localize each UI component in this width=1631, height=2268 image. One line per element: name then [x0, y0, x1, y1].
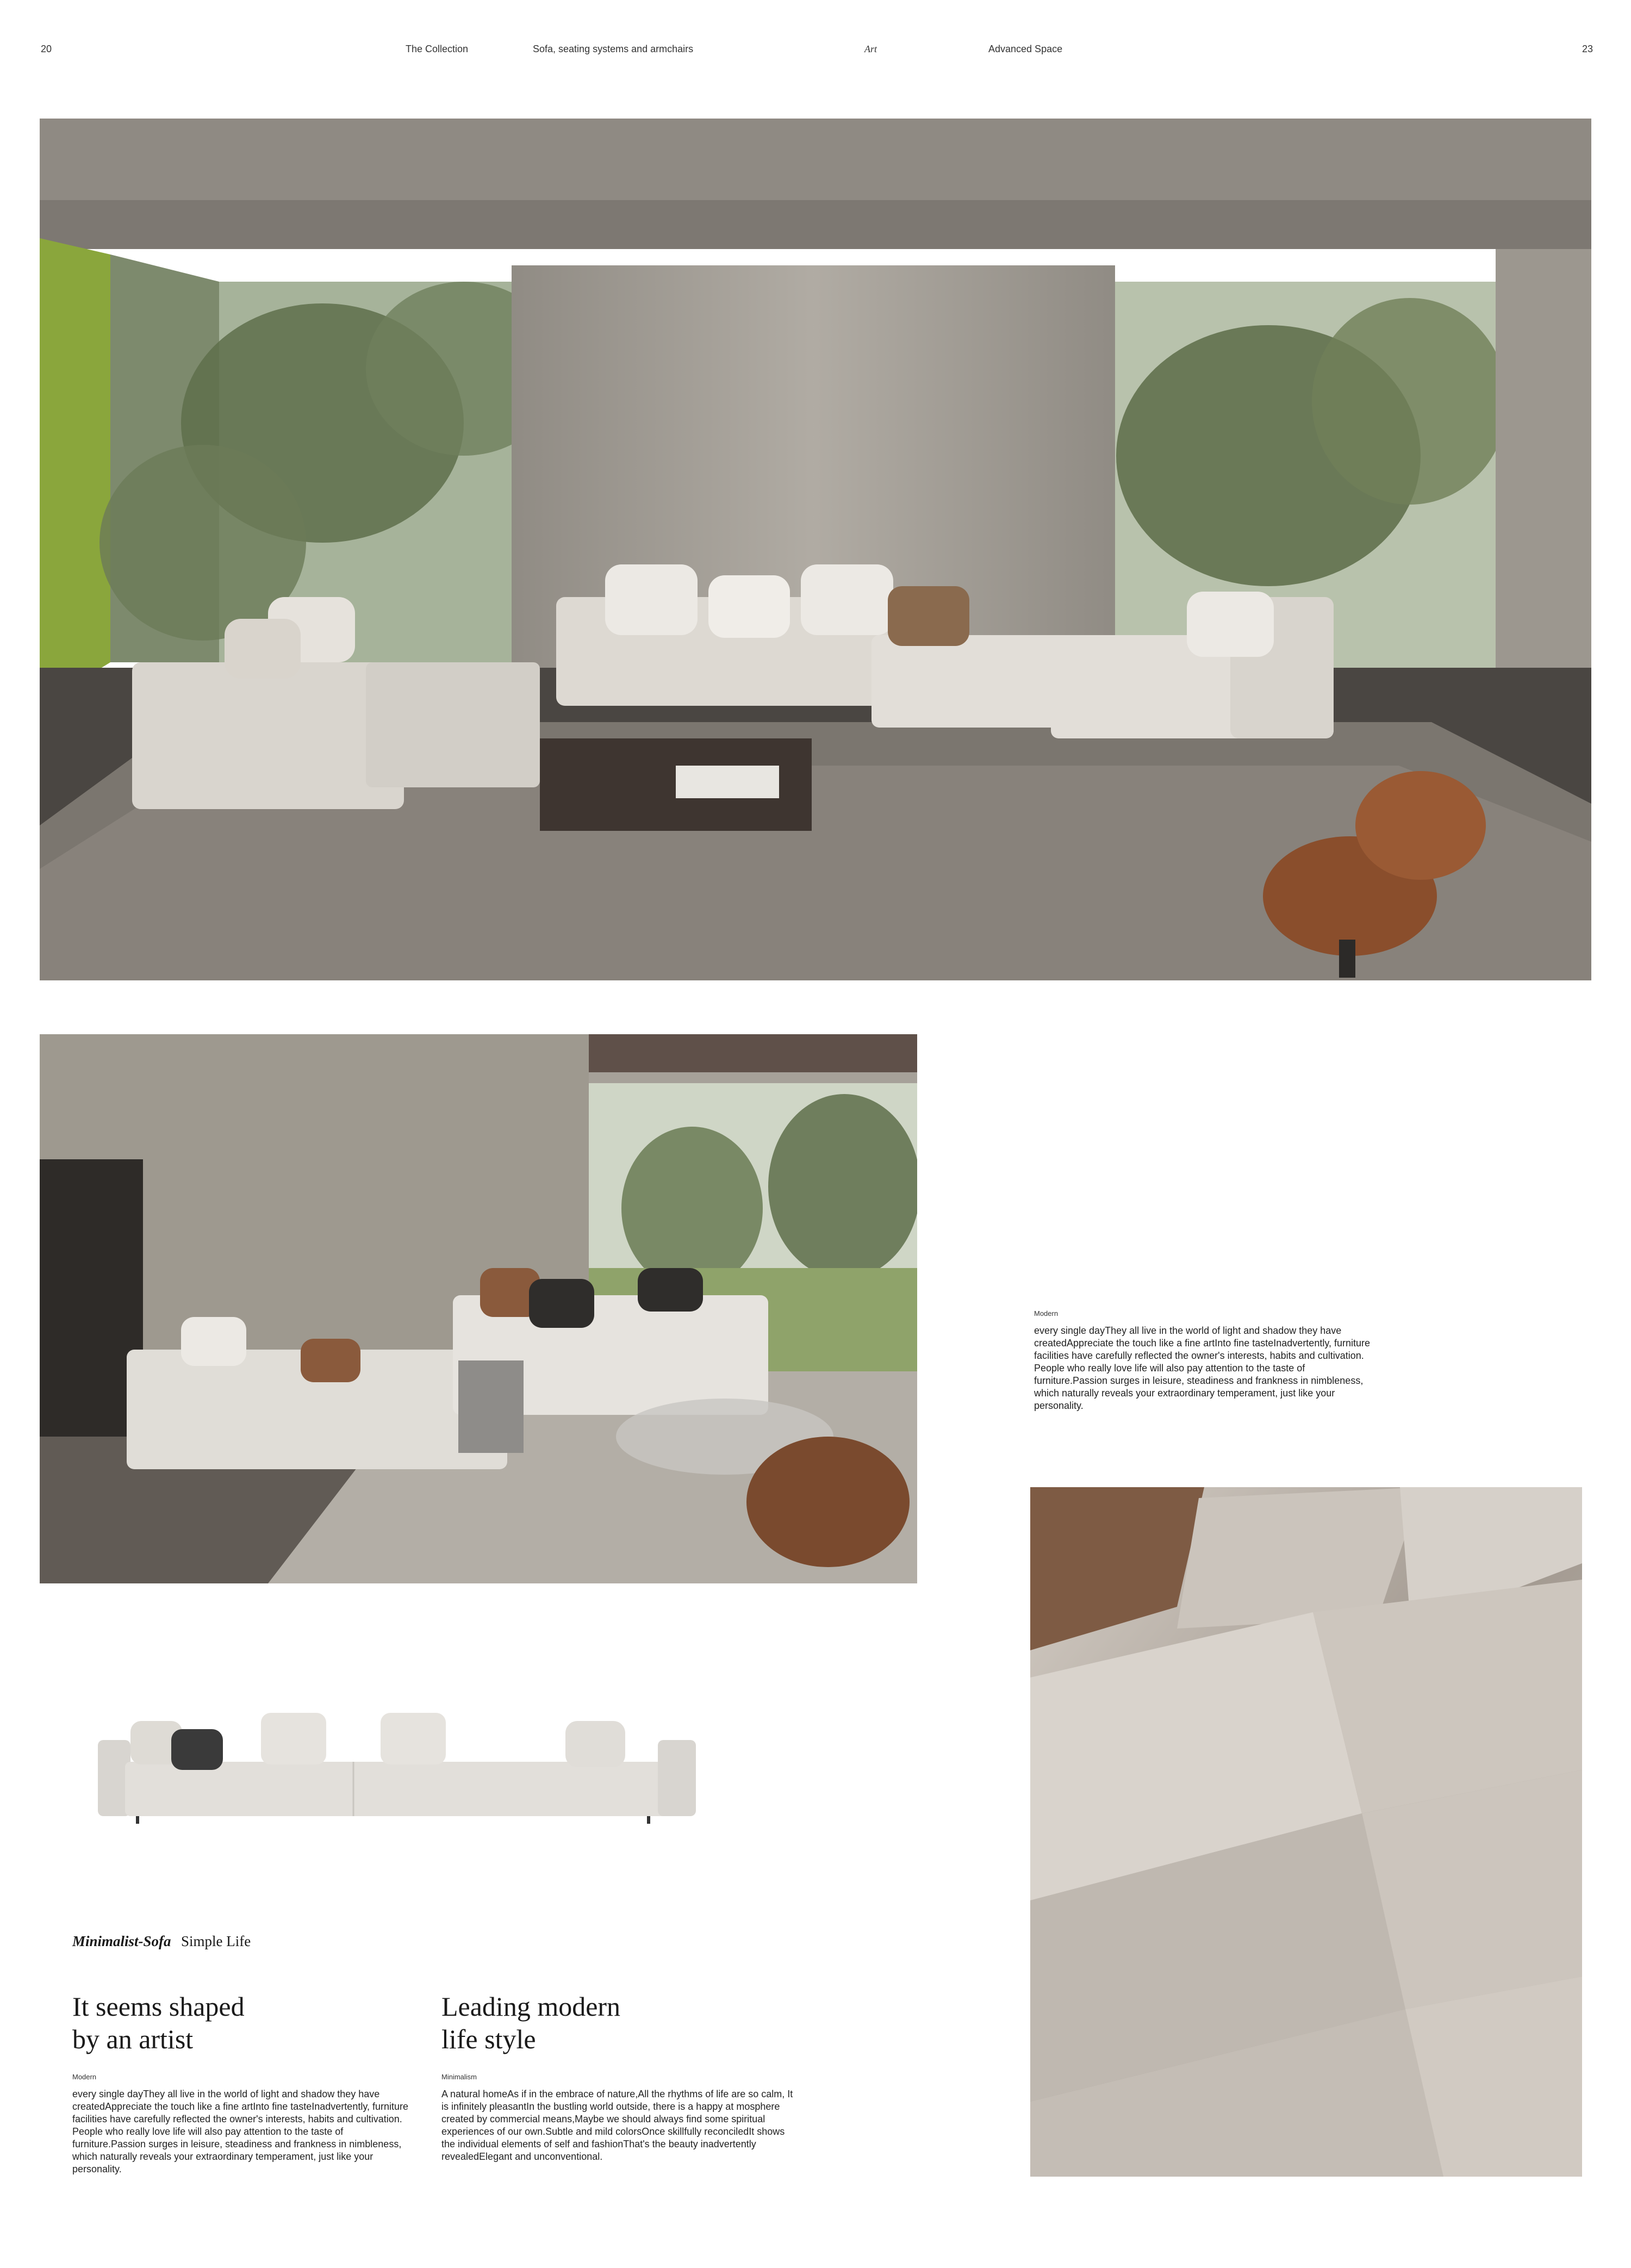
space-label: Advanced Space: [988, 44, 1063, 54]
right-heading-line1: Leading modern: [441, 1991, 621, 2022]
right-heading-line2: life style: [441, 2024, 536, 2054]
left-column-tag: Modern: [72, 2073, 97, 2081]
fabric-closeup-photo: [1030, 1487, 1582, 2177]
product-tagline: Simple Life: [181, 1933, 251, 1949]
left-heading-line2: by an artist: [72, 2024, 194, 2054]
sofa-product-image: [92, 1707, 704, 1830]
left-column-heading: [72, 1990, 245, 2055]
category-title: Sofa, seating systems and armchairs: [533, 44, 694, 54]
product-name: Minimalist-Sofa: [72, 1933, 171, 1949]
left-column-text: every single dayThey all live in the world of light and shadow they have createdAppreciate the touch like a fine artInto fine tasteInadvertently, furniture facilities have carefully reflected the owner's interests, habits and cultivation. People who really love life will also pay attention to the taste of furniture.Passion surges in leisure, steadiness and frankness in nimbleness, which naturally reveals your extraordinary temperament, just like your personality.: [72, 2089, 409, 2174]
left-heading-line1: It seems shaped: [72, 1991, 245, 2022]
living-room-garden-photo: [40, 1034, 917, 1583]
right-column-text: A natural homeAs if in the embrace of nature,All the rhythms of life are so calm, It is infinitely pleasantIn the bustling world outside, there is a happy at mosphere created by commercial means,Maybe we should always find some spiritual experiences of our own.Subtle and mild colorsOnce skillfully reconciledIt shows the individual elements of self and fashionThat's the beauty inadvertently revealedElegant and unconventional.: [441, 2089, 793, 2162]
side-block-text: every single dayThey all live in the world of light and shadow they have createdAppreciate the touch like a fine artInto fine tasteInadvertently, furniture facilities have carefully reflected the owner's interests, habits and cultivation. People who really love life will also pay attention to the taste of furniture.Passion surges in leisure, steadiness and frankness in nimbleness, which naturally reveals your extraordinary temperament, just like your personality.: [1034, 1325, 1371, 1411]
right-column-heading: [441, 1990, 620, 2055]
hero-living-room-photo: [40, 119, 1591, 980]
product-title: [72, 1933, 251, 1950]
page-number-left: 20: [41, 44, 52, 54]
art-label: Art: [864, 44, 877, 54]
right-column-tag: Minimalism: [441, 2073, 477, 2081]
side-block-tag: Modern: [1034, 1309, 1059, 1318]
section-title: The Collection: [406, 44, 469, 54]
page-number-right: 23: [1582, 44, 1593, 54]
